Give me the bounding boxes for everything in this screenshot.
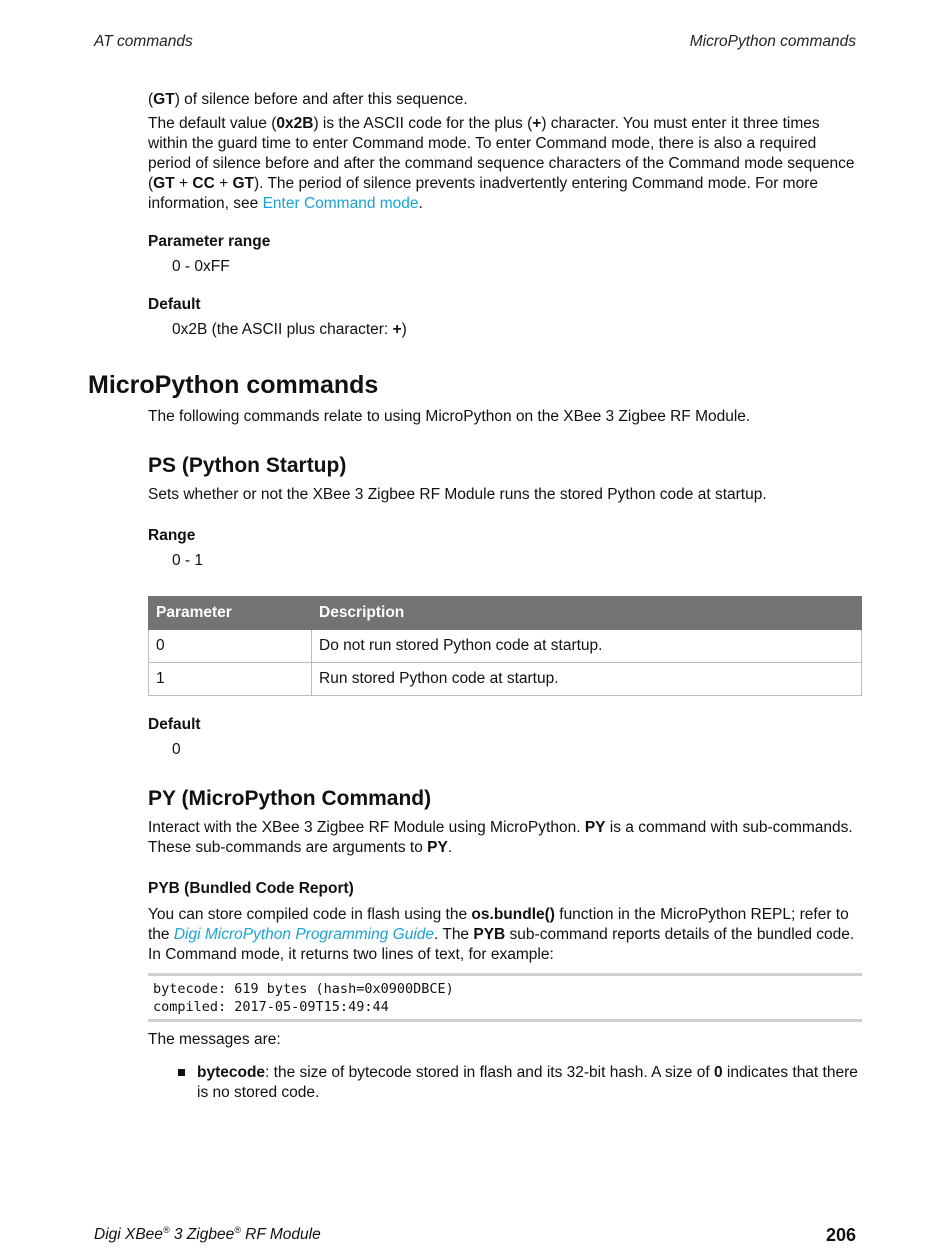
code-sample (148, 973, 862, 1022)
code-line: compiled: 2017-05-09T15:49:44 (153, 999, 389, 1015)
ps-block (148, 456, 862, 505)
table-header-row (149, 597, 862, 630)
micropython-guide-link[interactable]: Digi MicroPython Programming Guide (173, 926, 435, 943)
section-description: The following commands relate to using MicroPython on the XBee 3 Zigbee RF Module. (148, 408, 751, 425)
py-title: PY (MicroPython Command) (148, 787, 432, 810)
ps-description: Sets whether or not the XBee 3 Zigbee RF Module runs the stored Python code at startup. (148, 486, 767, 503)
code-line: bytecode: 619 bytes (hash=0x0900DBCE) (153, 981, 454, 997)
py-description: Interact with the XBee 3 Zigbee RF Module using MicroPython. PY is a command with sub-commands. These sub-commands are arguments to PY. (148, 819, 853, 856)
param-range-block (148, 232, 862, 277)
footer-product-name: Digi XBee® 3 Zigbee® RF Module (94, 1225, 321, 1244)
bullet-icon (178, 1069, 185, 1076)
default-value: 0x2B (the ASCII plus character: +) (172, 321, 407, 338)
table-cell: 0 (149, 630, 312, 663)
page-number: 206 (825, 1225, 856, 1245)
default-label: Default (148, 296, 201, 313)
intro-paragraph: The default value (0x2B) is the ASCII code for the plus (+) character. You must enter it three times within the guard time to enter Command mode. To enter Command mode, there is also a required period of silence before and after the command sequence characters of the Command mode sequence (GT + CC + GT). The period of silence prevents inadvertently entering Command mode. For more information, see Enter Command mode. (148, 115, 855, 212)
ps-default-value: 0 (172, 741, 181, 758)
pyb-paragraph: You can store compiled code in flash using the os.bundle() function in the MicroPython REPL; refer to the Digi MicroPython Programming Guide. The PYB sub-command reports details of the bundled code. In Command mode, it returns two lines of text, for example: (148, 906, 855, 963)
intro-block (148, 90, 862, 214)
pyb-block (148, 879, 862, 965)
ps-range-block (148, 526, 862, 571)
ps-default-label: Default (148, 716, 201, 733)
ps-parameter-table (148, 596, 862, 696)
table-row (149, 663, 862, 696)
enter-command-mode-link[interactable]: Enter Command mode (262, 195, 419, 212)
param-range-label: Parameter range (148, 233, 271, 250)
table-header-description: Description (312, 597, 862, 630)
table-cell: Do not run stored Python code at startup. (312, 630, 862, 663)
table-cell: 1 (149, 663, 312, 696)
table-header-parameter: Parameter (149, 597, 312, 630)
ps-default-block (148, 715, 862, 760)
default-block-1 (148, 295, 862, 340)
ps-range-value: 0 - 1 (172, 552, 204, 569)
ps-range-label: Range (148, 527, 196, 544)
running-header-left: AT commands (94, 33, 193, 50)
list-item: bytecode: the size of bytecode stored in flash and its 32-bit hash. A size of 0 indicates that there is no stored code. (148, 1063, 862, 1103)
py-block (148, 789, 862, 858)
table-cell: Run stored Python code at startup. (312, 663, 862, 696)
intro-line: (GT) of silence before and after this sequence. (148, 91, 468, 108)
running-header-right: MicroPython commands (689, 33, 856, 50)
section-title: MicroPython commands (88, 371, 379, 399)
ps-table-wrap (148, 596, 862, 696)
code-sample-wrap (148, 973, 862, 1022)
table-row (149, 630, 862, 663)
param-range-value: 0 - 0xFF (172, 258, 230, 275)
ps-title: PS (Python Startup) (148, 454, 347, 477)
bullet-list (148, 1063, 862, 1103)
pyb-title: PYB (Bundled Code Report) (148, 880, 354, 897)
messages-intro: The messages are: (148, 1031, 281, 1048)
